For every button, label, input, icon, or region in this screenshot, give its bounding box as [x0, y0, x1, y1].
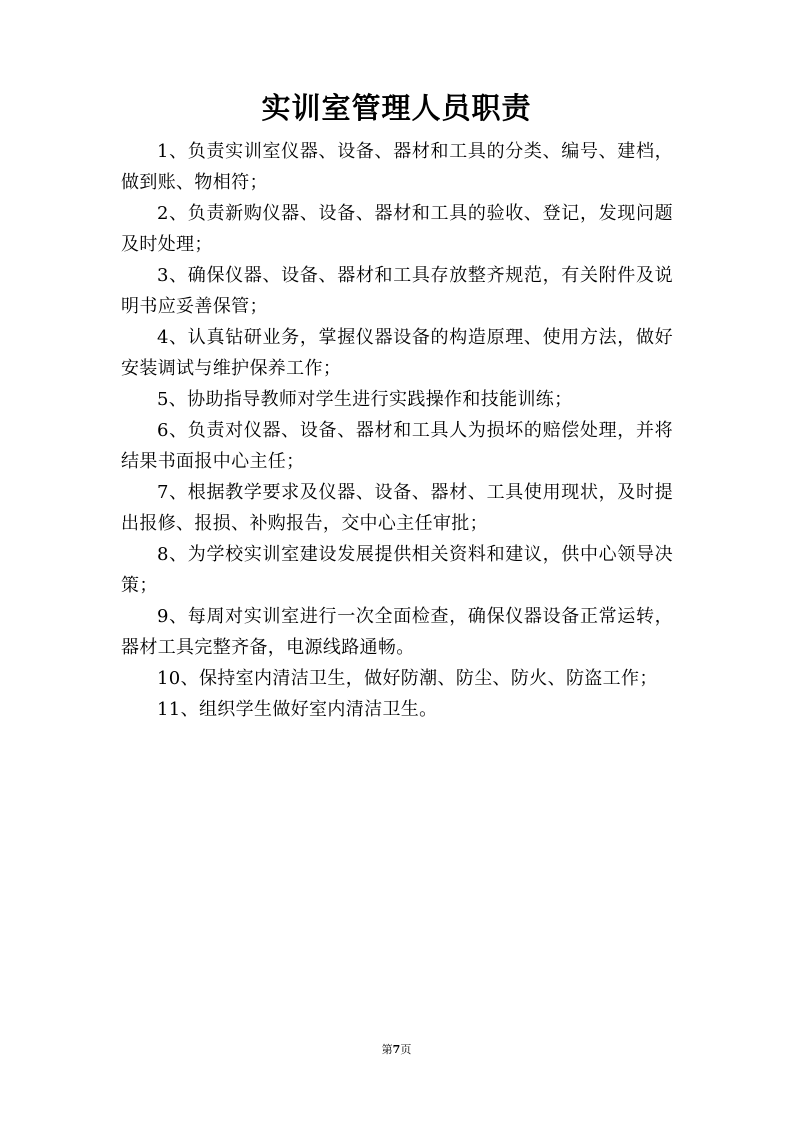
duty-item-11: 11、组织学生做好室内清洁卫生。	[157, 699, 438, 720]
duty-item-2: 2、负责新购仪器、设备、器材和工具的验收、登记，发现问题及时处理；	[121, 203, 673, 255]
page-number	[0, 1043, 793, 1057]
duty-item-1: 1、负责实训室仪器、设备、器材和工具的分类、编号、建档，做到账、物相符；	[121, 141, 673, 193]
duty-item-9: 9、每周对实训室进行一次全面检查，确保仪器设备正常运转，器材工具完整齐备，电源线路通畅。	[121, 606, 673, 658]
duty-item-7: 7、根据教学要求及仪器、设备、器材、工具使用现状，及时提出报修、报损、补购报告，交中心主任审批；	[121, 482, 673, 534]
page-number-prefix: 第	[381, 1043, 393, 1056]
duties-list	[121, 136, 673, 725]
document-title: 实训室管理人员职责	[261, 91, 532, 125]
duty-item-8: 8、为学校实训室建设发展提供相关资料和建议，供中心领导决策；	[121, 544, 673, 596]
duty-item-5: 5、协助指导教师对学生进行实践操作和技能训练；	[157, 389, 573, 410]
duty-item-3: 3、确保仪器、设备、器材和工具存放整齐规范，有关附件及说明书应妥善保管；	[121, 265, 673, 317]
duty-item-4: 4、认真钻研业务，掌握仪器设备的构造原理、使用方法，做好安装调试与维护保养工作；	[121, 327, 673, 379]
page-number-value: 7	[392, 1043, 401, 1056]
page-number-suffix: 页	[400, 1043, 412, 1056]
duty-item-10: 10、保持室内清洁卫生，做好防潮、防尘、防火、防盗工作；	[157, 668, 658, 689]
duty-item-6: 6、负责对仪器、设备、器材和工具人为损坏的赔偿处理，并将结果书面报中心主任；	[121, 420, 673, 472]
